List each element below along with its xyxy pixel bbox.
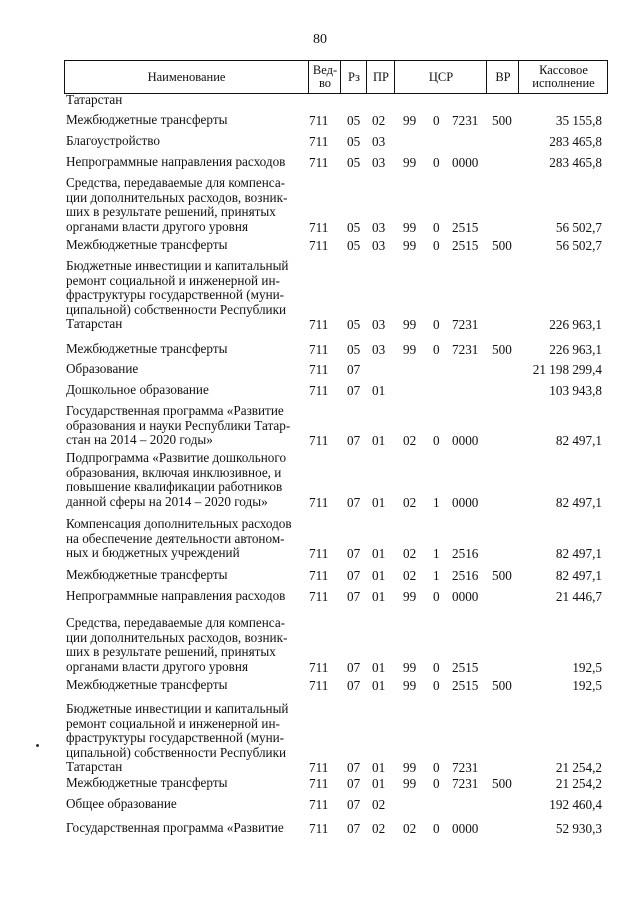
cell-p3: 0000 bbox=[452, 821, 479, 836]
row-values bbox=[0, 220, 640, 235]
cell-p3: 7231 bbox=[452, 776, 479, 791]
cell-p2: 0 bbox=[433, 821, 440, 836]
cell-sum: 21 198 299,4 bbox=[532, 362, 602, 377]
cell-sum: 82 497,1 bbox=[555, 546, 602, 562]
cell-vr: 500 bbox=[492, 568, 512, 583]
cell-sum: 52 930,3 bbox=[555, 821, 602, 836]
cell-sum: 283 465,8 bbox=[549, 155, 602, 170]
cell-pr: 01 bbox=[372, 568, 386, 583]
row-name-line: Государственная программа «Развитие bbox=[66, 403, 284, 418]
row-name-line: ции дополнительных расходов, возник- bbox=[66, 189, 288, 205]
cell-p1: 99 bbox=[403, 659, 417, 675]
cell-p3: 2515 bbox=[452, 678, 479, 693]
cell-sum: 192,5 bbox=[572, 659, 602, 675]
row-name-line: Межбюджетные трансферты bbox=[66, 775, 228, 790]
cell-vr: 500 bbox=[492, 776, 512, 791]
cell-pr: 01 bbox=[372, 494, 386, 510]
row-values bbox=[0, 546, 640, 561]
row-name-line: Татарстан bbox=[66, 92, 123, 107]
row-values bbox=[0, 342, 640, 357]
cell-vr: 500 bbox=[492, 238, 512, 253]
row-name-line: повышение квалификации работников bbox=[66, 479, 283, 495]
cell-sum: 82 497,1 bbox=[555, 494, 602, 510]
cell-p3: 0000 bbox=[452, 589, 479, 604]
row-name-line: органами власти другого уровня bbox=[66, 218, 249, 234]
cell-pr: 01 bbox=[372, 433, 386, 449]
cell-p2: 0 bbox=[433, 678, 440, 693]
cell-sum: 21 446,7 bbox=[555, 589, 602, 604]
cell-p1: 02 bbox=[403, 494, 417, 510]
cell-ved: 711 bbox=[309, 797, 329, 812]
cell-pr: 03 bbox=[372, 238, 386, 253]
cell-sum: 283 465,8 bbox=[549, 134, 602, 149]
cell-sum: 192 460,4 bbox=[549, 797, 602, 812]
row-values bbox=[0, 134, 640, 149]
row-values bbox=[0, 93, 640, 108]
row-name-line: Государственная программа «Развитие bbox=[66, 820, 284, 835]
header-pr: ПР bbox=[366, 61, 395, 93]
cell-p3: 7231 bbox=[452, 342, 479, 357]
cell-p2: 0 bbox=[433, 433, 440, 449]
row-values bbox=[0, 433, 640, 448]
row-name-line: Благоустройство bbox=[66, 133, 160, 148]
cell-ved: 711 bbox=[309, 219, 329, 235]
row-name-line: Межбюджетные трансферты bbox=[66, 237, 228, 252]
cell-rz: 07 bbox=[347, 546, 361, 562]
cell-sum: 56 502,7 bbox=[555, 219, 602, 235]
row-name-line: Подпрограмма «Развитие дошкольного bbox=[66, 450, 287, 465]
row-name-line: Межбюджетные трансферты bbox=[66, 567, 228, 582]
cell-vr: 500 bbox=[492, 113, 512, 128]
row-name-line: Компенсация дополнительных расходов bbox=[66, 516, 292, 531]
cell-p2: 0 bbox=[433, 342, 440, 357]
cell-p1: 99 bbox=[403, 155, 417, 170]
cell-ved: 711 bbox=[309, 134, 329, 149]
cell-p3: 0000 bbox=[452, 494, 479, 510]
row-name-line: Бюджетные инвестиции и капитальный bbox=[66, 701, 289, 716]
header-name: Наименование bbox=[147, 69, 226, 84]
cell-rz: 07 bbox=[347, 776, 361, 791]
row-name-line: Общее образование bbox=[66, 796, 177, 811]
cell-rz: 05 bbox=[347, 155, 361, 170]
cell-p3: 2515 bbox=[452, 659, 479, 675]
cell-pr: 03 bbox=[372, 317, 386, 333]
cell-rz: 07 bbox=[347, 659, 361, 675]
cell-sum: 192,5 bbox=[572, 678, 602, 693]
cell-rz: 07 bbox=[347, 678, 361, 693]
cell-p1: 99 bbox=[403, 113, 417, 128]
cell-p1: 99 bbox=[403, 589, 417, 604]
cell-sum: 226 963,1 bbox=[549, 342, 602, 357]
cell-p1: 02 bbox=[403, 568, 417, 583]
row-name-line: Межбюджетные трансферты bbox=[66, 677, 228, 692]
cell-pr: 02 bbox=[372, 821, 386, 836]
row-name-line: ших в результате решений, принятых bbox=[66, 644, 276, 660]
cell-pr: 01 bbox=[372, 678, 386, 693]
cell-rz: 07 bbox=[347, 433, 361, 449]
cell-pr: 03 bbox=[372, 134, 386, 149]
row-values bbox=[0, 797, 640, 812]
row-values bbox=[0, 317, 640, 332]
cell-ved: 711 bbox=[309, 238, 329, 253]
cell-ved: 711 bbox=[309, 383, 329, 398]
cell-pr: 01 bbox=[372, 589, 386, 604]
cell-p2: 1 bbox=[433, 546, 440, 562]
row-name-line: фраструктуры государственной (муни- bbox=[66, 730, 285, 746]
row-values bbox=[0, 678, 640, 693]
cell-ved: 711 bbox=[309, 760, 329, 776]
cell-rz: 07 bbox=[347, 821, 361, 836]
cell-p3: 7231 bbox=[452, 760, 479, 776]
cell-p1: 02 bbox=[403, 821, 417, 836]
cell-rz: 07 bbox=[347, 797, 361, 812]
margin-dot bbox=[36, 744, 39, 747]
cell-ved: 711 bbox=[309, 494, 329, 510]
cell-ved: 711 bbox=[309, 433, 329, 449]
row-name-line: фраструктуры государственной (муни- bbox=[66, 287, 285, 303]
cell-p1: 02 bbox=[403, 433, 417, 449]
cell-pr: 03 bbox=[372, 219, 386, 235]
row-name-line: Татарстан bbox=[66, 759, 123, 775]
header-vr: ВР bbox=[486, 61, 519, 93]
cell-pr: 02 bbox=[372, 797, 386, 812]
row-name-line: ципальной) собственности Республики bbox=[66, 744, 287, 760]
cell-pr: 01 bbox=[372, 383, 386, 398]
row-name-line: Непрограммные направления расходов bbox=[66, 154, 286, 169]
row-values bbox=[0, 589, 640, 604]
cell-ved: 711 bbox=[309, 317, 329, 333]
row-name-line: Татарстан bbox=[66, 316, 123, 332]
cell-ved: 711 bbox=[309, 362, 329, 377]
cell-p3: 7231 bbox=[452, 317, 479, 333]
row-name-line: Средства, передаваемые для компенса- bbox=[66, 175, 286, 190]
cell-rz: 07 bbox=[347, 383, 361, 398]
cell-p2: 0 bbox=[433, 760, 440, 776]
header-rz: Рз bbox=[340, 61, 367, 93]
row-values bbox=[0, 155, 640, 170]
row-values bbox=[0, 495, 640, 510]
row-values bbox=[0, 760, 640, 775]
cell-p2: 0 bbox=[433, 589, 440, 604]
cell-rz: 05 bbox=[347, 134, 361, 149]
cell-vr: 500 bbox=[492, 678, 512, 693]
cell-rz: 07 bbox=[347, 494, 361, 510]
cell-pr: 03 bbox=[372, 155, 386, 170]
cell-ved: 711 bbox=[309, 342, 329, 357]
header-sum-line-2: исполнение bbox=[532, 76, 595, 90]
cell-p3: 7231 bbox=[452, 113, 479, 128]
row-name-line: образования, включая инклюзивное, и bbox=[66, 464, 282, 480]
cell-sum: 103 943,8 bbox=[549, 383, 602, 398]
cell-pr: 03 bbox=[372, 342, 386, 357]
cell-ved: 711 bbox=[309, 776, 329, 791]
cell-sum: 82 497,1 bbox=[555, 433, 602, 449]
cell-sum: 226 963,1 bbox=[549, 317, 602, 333]
header-ved-line-1: Вед- bbox=[312, 63, 338, 77]
row-name-line: данной сферы на 2014 – 2020 годы» bbox=[66, 493, 268, 509]
row-values bbox=[0, 362, 640, 377]
cell-p3: 2516 bbox=[452, 568, 479, 583]
cell-p1: 02 bbox=[403, 546, 417, 562]
cell-p3: 2515 bbox=[452, 219, 479, 235]
row-name-line: ципальной) собственности Республики bbox=[66, 301, 287, 317]
cell-sum: 82 497,1 bbox=[555, 568, 602, 583]
row-values bbox=[0, 383, 640, 398]
row-name-line: стан на 2014 – 2020 годы» bbox=[66, 432, 213, 448]
cell-rz: 07 bbox=[347, 589, 361, 604]
row-values bbox=[0, 821, 640, 836]
cell-p1: 99 bbox=[403, 219, 417, 235]
cell-rz: 05 bbox=[347, 238, 361, 253]
cell-pr: 01 bbox=[372, 776, 386, 791]
row-name-line: ных и бюджетных учреждений bbox=[66, 545, 240, 561]
cell-sum: 21 254,2 bbox=[555, 776, 602, 791]
cell-sum: 56 502,7 bbox=[555, 238, 602, 253]
cell-rz: 07 bbox=[347, 362, 361, 377]
cell-p1: 99 bbox=[403, 678, 417, 693]
cell-p2: 0 bbox=[433, 113, 440, 128]
header-ved-line-2: во bbox=[318, 76, 332, 90]
row-values bbox=[0, 113, 640, 128]
cell-p2: 0 bbox=[433, 219, 440, 235]
page-number: 80 bbox=[313, 32, 327, 47]
cell-p2: 1 bbox=[433, 494, 440, 510]
cell-pr: 02 bbox=[372, 113, 386, 128]
row-name-line: Образование bbox=[66, 361, 139, 376]
cell-p1: 99 bbox=[403, 776, 417, 791]
cell-p2: 0 bbox=[433, 317, 440, 333]
cell-ved: 711 bbox=[309, 589, 329, 604]
cell-p2: 0 bbox=[433, 238, 440, 253]
cell-ved: 711 bbox=[309, 113, 329, 128]
cell-p3: 0000 bbox=[452, 155, 479, 170]
cell-ved: 711 bbox=[309, 678, 329, 693]
cell-p2: 0 bbox=[433, 659, 440, 675]
cell-rz: 05 bbox=[347, 342, 361, 357]
cell-sum: 21 254,2 bbox=[555, 760, 602, 776]
row-values bbox=[0, 660, 640, 675]
cell-rz: 05 bbox=[347, 219, 361, 235]
cell-vr: 500 bbox=[492, 342, 512, 357]
cell-p3: 0000 bbox=[452, 433, 479, 449]
cell-p3: 2515 bbox=[452, 238, 479, 253]
row-name-line: Бюджетные инвестиции и капитальный bbox=[66, 258, 289, 273]
cell-pr: 01 bbox=[372, 760, 386, 776]
cell-rz: 05 bbox=[347, 113, 361, 128]
row-name-line: Непрограммные направления расходов bbox=[66, 588, 286, 603]
row-name-line: ших в результате решений, принятых bbox=[66, 204, 276, 220]
cell-p1: 99 bbox=[403, 238, 417, 253]
row-name-line: Межбюджетные трансферты bbox=[66, 341, 228, 356]
row-name-line: ремонт социальной и инженерной ин- bbox=[66, 715, 280, 731]
cell-ved: 711 bbox=[309, 155, 329, 170]
row-name-line: Межбюджетные трансферты bbox=[66, 112, 228, 127]
cell-ved: 711 bbox=[309, 546, 329, 562]
header-sum-line-1: Кассовое bbox=[539, 63, 588, 77]
cell-ved: 711 bbox=[309, 821, 329, 836]
cell-p1: 99 bbox=[403, 317, 417, 333]
row-name-line: образования и науки Республики Татар- bbox=[66, 417, 291, 433]
cell-p3: 2516 bbox=[452, 546, 479, 562]
cell-p1: 99 bbox=[403, 342, 417, 357]
cell-rz: 05 bbox=[347, 317, 361, 333]
cell-rz: 07 bbox=[347, 568, 361, 583]
row-name-line: ции дополнительных расходов, возник- bbox=[66, 629, 288, 645]
row-name-line: ремонт социальной и инженерной ин- bbox=[66, 272, 280, 288]
cell-ved: 711 bbox=[309, 659, 329, 675]
cell-ved: 711 bbox=[309, 568, 329, 583]
cell-pr: 01 bbox=[372, 546, 386, 562]
cell-p2: 0 bbox=[433, 155, 440, 170]
row-values bbox=[0, 568, 640, 583]
row-values bbox=[0, 776, 640, 791]
row-name-line: Средства, передаваемые для компенса- bbox=[66, 615, 286, 630]
cell-rz: 07 bbox=[347, 760, 361, 776]
cell-sum: 35 155,8 bbox=[555, 113, 602, 128]
row-values bbox=[0, 238, 640, 253]
row-name-line: Дошкольное образование bbox=[66, 382, 209, 397]
row-name-line: на обеспечение деятельности автоном- bbox=[66, 530, 285, 546]
row-name-line: органами власти другого уровня bbox=[66, 658, 249, 674]
header-csr: ЦСР bbox=[394, 61, 487, 93]
cell-p2: 0 bbox=[433, 776, 440, 791]
cell-p2: 1 bbox=[433, 568, 440, 583]
cell-p1: 99 bbox=[403, 760, 417, 776]
cell-pr: 01 bbox=[372, 659, 386, 675]
